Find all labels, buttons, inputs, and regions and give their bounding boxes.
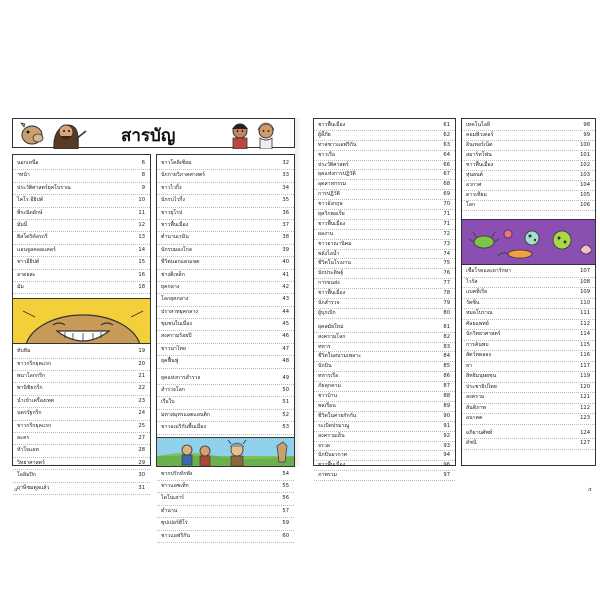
page-title: สารบัญ: [121, 126, 176, 146]
camel-illustration: [14, 119, 114, 149]
toc-entry[interactable]: ชาวอเมริกันพื้นเมือง 53: [157, 422, 294, 434]
toc-entry[interactable]: อวกาศ 104: [462, 181, 595, 191]
toc-entry[interactable]: ชาวกรีกยุคแรก 20: [13, 359, 150, 371]
toc-entry[interactable]: อภิธานศัพท์ 124: [462, 429, 595, 440]
toc-entry[interactable]: ซุปเปอร์ฮีโร่ 59: [157, 518, 294, 530]
toc-entry[interactable]: นอกเหนือ 6: [13, 158, 150, 170]
toc-entry[interactable]: นำเข้าเครื่องเทศ 23: [13, 396, 150, 408]
left-page: [12, 118, 295, 539]
toc-entry[interactable]: ชีวิตในค่ายกักกัน 90: [314, 412, 455, 422]
toc-entry[interactable]: ชาวพื้นเมือง 37: [157, 220, 294, 232]
vikings-drawing: [157, 438, 295, 467]
toc-entry[interactable]: วัคซีน 110: [462, 299, 595, 310]
toc-entry[interactable]: ไดโนเสาร์ 56: [157, 493, 294, 505]
right-col2-top-list: [462, 119, 595, 211]
toc-entry[interactable]: นักประดิษฐ์ 76: [314, 269, 455, 279]
toc-entry[interactable]: ฤาษีชมตูลแล้ว 31: [13, 483, 150, 495]
toc-entry[interactable]: อุตสาหกรรม 68: [314, 180, 455, 190]
toc-entry[interactable]: คอมพิวเตอร์ 99: [462, 131, 595, 141]
vikings-illustration: [156, 437, 295, 467]
title-band: [12, 118, 295, 148]
toc-entry[interactable]: จรวด 93: [314, 442, 455, 452]
toc-entry[interactable]: แอนจูลคอลแคลร์ 14: [13, 245, 150, 257]
toc-entry[interactable]: นักวิทยาศาสตร์ 114: [462, 330, 595, 341]
toc-entry[interactable]: ชาวนาไทย 47: [157, 344, 294, 356]
toc-entry[interactable]: ยุควิกตอเรีย 71: [314, 210, 455, 220]
toc-entry[interactable]: เชื้อโรคและยารักษา 107: [462, 267, 595, 278]
toc-entry[interactable]: ชาวอาณานิคม 73: [314, 240, 455, 250]
toc-entry[interactable]: การค้นพบ 115: [462, 341, 595, 352]
toc-entry[interactable]: นักกายวิภาคศาสตร์ 33: [157, 170, 294, 182]
smiling-face-illustration: [12, 298, 151, 344]
toc-entry[interactable]: ดาวเทียม 105: [462, 191, 595, 201]
toc-entry[interactable]: ชาวพื้นเมือง 61: [314, 121, 455, 131]
toc-entry[interactable]: การปฏิวัติ 69: [314, 190, 455, 200]
left-toc-column-2: [156, 154, 295, 539]
toc-entry[interactable]: ชาวโคลิเซียม 32: [157, 158, 294, 170]
page-number-left: ๔: [14, 487, 18, 493]
toc-entry[interactable]: ยุคสมัยใหม่ 81: [314, 323, 455, 333]
toc-entry[interactable]: สัตว์ทดลอง 116: [462, 351, 595, 362]
toc-entry[interactable]: ยุคแห่งการสำรวจ 49: [157, 373, 294, 385]
left-toc-column-1: [12, 154, 151, 491]
toc-entry[interactable]: ผู้ลี้ภัย 62: [314, 131, 455, 141]
toc-entry[interactable]: ปราสาทยุคกลาง 44: [157, 307, 294, 319]
toc-entry[interactable]: ชุมชนในเมือง 45: [157, 319, 294, 331]
toc-entry[interactable]: ประชาธิปไตย 120: [462, 383, 595, 394]
toc-entry[interactable]: ภาพรวม 97: [314, 471, 455, 481]
toc-entry[interactable]: นักรบไวกิ้ง 35: [157, 195, 294, 207]
toc-entry[interactable]: มหาสมุทรแอตแลนติก 52: [157, 410, 294, 422]
toc-entry[interactable]: ยุคแห่งการปฏิวัติ 67: [314, 170, 455, 180]
toc-entry[interactable]: พลังไอน้ำ 74: [314, 250, 455, 260]
toc-entry[interactable]: มัมมี่ 12: [13, 220, 150, 232]
toc-entry[interactable]: โลกยุคกลาง 43: [157, 294, 294, 306]
toc-entry[interactable]: หัวใจแอท 28: [13, 445, 150, 457]
toc-entry[interactable]: พานิชิยกรีก 22: [13, 383, 150, 395]
right-col1-list: [314, 119, 455, 481]
toc-entry[interactable]: ชีวิตในโรงงาน 75: [314, 259, 455, 269]
toc-entry[interactable]: เทคโนโลยี 98: [462, 121, 595, 131]
toc-entry[interactable]: สงครามโลก 82: [314, 333, 455, 343]
page-number-right: ๕: [588, 487, 592, 493]
toc-entry[interactable]: ชาวเรือ 64: [314, 151, 455, 161]
toc-entry[interactable]: ประวัติศาสตร์ 66: [314, 161, 455, 171]
toc-entry[interactable]: พลเรือน 89: [314, 402, 455, 412]
toc-entry[interactable]: นักรบมองโกล 39: [157, 245, 294, 257]
toc-entry[interactable]: นักบินอวกาศ 94: [314, 451, 455, 461]
toc-entry[interactable]: สมาร์ทโฟน 101: [462, 151, 595, 161]
right-page: [313, 118, 596, 479]
toc-entry[interactable]: วิทยาศาสตร์ 29: [13, 458, 150, 470]
germs-illustration: [461, 219, 596, 265]
toc-entry[interactable]: ทหารเรือ 86: [314, 372, 455, 382]
toc-entry[interactable]: ช่างตีเหล็ก 41: [157, 270, 294, 282]
toc-entry[interactable]: ยุคกลาง 42: [157, 282, 294, 294]
toc-entry[interactable]: ชีวิตในสนามเพลาะ 84: [314, 352, 455, 362]
toc-entry[interactable]: ตำนานเรมิน 38: [157, 232, 294, 244]
toc-entry[interactable]: ไคโร อียิปต์ 10: [13, 195, 150, 207]
toc-entry[interactable]: ฯหน้า 8: [13, 170, 150, 182]
toc-entry[interactable]: นักสำรวจ 79: [314, 299, 455, 309]
toc-entry[interactable]: พีระมิดยักษ์ 11: [13, 208, 150, 220]
toc-entry[interactable]: ชาวไวกิ้ง 34: [157, 183, 294, 195]
toc-entry[interactable]: ทหาร 83: [314, 343, 455, 353]
toc-entry[interactable]: สงครามเย็น 92: [314, 432, 455, 442]
toc-entry[interactable]: ชาวแอซเท็ก 55: [157, 481, 294, 493]
toc-entry[interactable]: ชาวแอฟริกัน 60: [157, 531, 294, 543]
toc-entry[interactable]: แบคทีเรีย 109: [462, 288, 595, 299]
toc-entry[interactable]: ชาวพื้นเมือง 96: [314, 461, 455, 471]
toc-entry[interactable]: หมอโบราณ 111: [462, 309, 595, 320]
toc-entry[interactable]: นครรัฐกรีก 24: [13, 408, 150, 420]
toc-entry[interactable]: ลาดยสะ 16: [13, 270, 150, 282]
face-drawing: [13, 299, 151, 344]
toc-entry[interactable]: สันติภาพ 122: [462, 404, 595, 415]
toc-entry[interactable]: มัม 18: [13, 282, 150, 294]
toc-entry[interactable]: ละคร 27: [13, 433, 150, 445]
toc-entry[interactable]: ชาวพื้นเมือง 102: [462, 161, 595, 171]
toc-entry[interactable]: ชาวพื้นเมือง 78: [314, 289, 455, 299]
toc-entry[interactable]: โลก 106: [462, 201, 595, 211]
toc-entry[interactable]: ทับทิม 19: [13, 346, 150, 358]
left-col2-bottom-list: [157, 467, 294, 543]
toc-entry[interactable]: ผู้บุกเบิก 80: [314, 309, 455, 319]
toc-entry[interactable]: อนาคต 123: [462, 414, 595, 425]
toc-entry[interactable]: ชาวพื้นเมือง 71: [314, 220, 455, 230]
right-toc-column-1: [313, 118, 456, 479]
people-illustration: [222, 119, 292, 149]
left-col1-bottom-list: [13, 344, 150, 495]
toc-entry[interactable]: การขนส่ง 77: [314, 279, 455, 289]
toc-entry[interactable]: ประวัติศาสตร์ยุคโบราณ 9: [13, 183, 150, 195]
right-toc-column-2: [461, 118, 596, 466]
toc-entry[interactable]: สิทธิมนุษยชน 119: [462, 372, 595, 383]
toc-entry[interactable]: ตำนาน 57: [157, 506, 294, 518]
toc-entry[interactable]: ฮิสโตริคัลรถรี 13: [13, 232, 150, 244]
toc-entry[interactable]: ชาวบ้าน 88: [314, 392, 455, 402]
toc-entry[interactable]: ชีวิตนอกแดนเขต 40: [157, 257, 294, 269]
toc-entry[interactable]: ไวรัส 108: [462, 278, 595, 289]
toc-entry[interactable]: นักบิน 85: [314, 362, 455, 372]
left-col2-top-list: [157, 155, 294, 435]
toc-entry[interactable]: ชาวกรีกยุคแรก 25: [13, 421, 150, 433]
toc-entry[interactable]: ชาวอังกฤษ 70: [314, 200, 455, 210]
toc-entry[interactable]: ยุคฟื้นฟู 48: [157, 356, 294, 368]
toc-entry[interactable]: สงคราม 121: [462, 393, 595, 404]
toc-entry[interactable]: อินเทอร์เน็ต 100: [462, 141, 595, 151]
toc-entry[interactable]: หุ่นยนต์ 103: [462, 171, 595, 181]
toc-entry[interactable]: ชาวยุโรป 36: [157, 208, 294, 220]
toc-entry[interactable]: ทาสชาวแอฟริกัน 63: [314, 141, 455, 151]
germs-drawing: [462, 220, 596, 265]
toc-entry[interactable]: ซากปรักหักพัง 54: [157, 469, 294, 481]
toc-entry[interactable]: โอลิมปิก 30: [13, 470, 150, 482]
toc-entry[interactable]: ผลงาน 72: [314, 230, 455, 240]
toc-entry[interactable]: เรือใบ 51: [157, 397, 294, 409]
toc-entry[interactable]: ยา 117: [462, 362, 595, 373]
toc-entry[interactable]: ศัลยแพทย์ 112: [462, 320, 595, 331]
toc-entry[interactable]: สำรวจโลก 50: [157, 385, 294, 397]
toc-entry[interactable]: ระเบิดปรมาณู 91: [314, 422, 455, 432]
toc-entry[interactable]: ชาวอียิปต์ 15: [13, 257, 150, 269]
left-col1-top-list: [13, 155, 150, 294]
toc-entry[interactable]: สงครามร้อยปี 46: [157, 331, 294, 343]
toc-entry[interactable]: พนาโลกกรีก 21: [13, 371, 150, 383]
toc-entry[interactable]: ดัชนี 127: [462, 439, 595, 450]
right-col2-bottom-list: [462, 265, 595, 450]
toc-entry[interactable]: ภัยคุกคาม 87: [314, 382, 455, 392]
